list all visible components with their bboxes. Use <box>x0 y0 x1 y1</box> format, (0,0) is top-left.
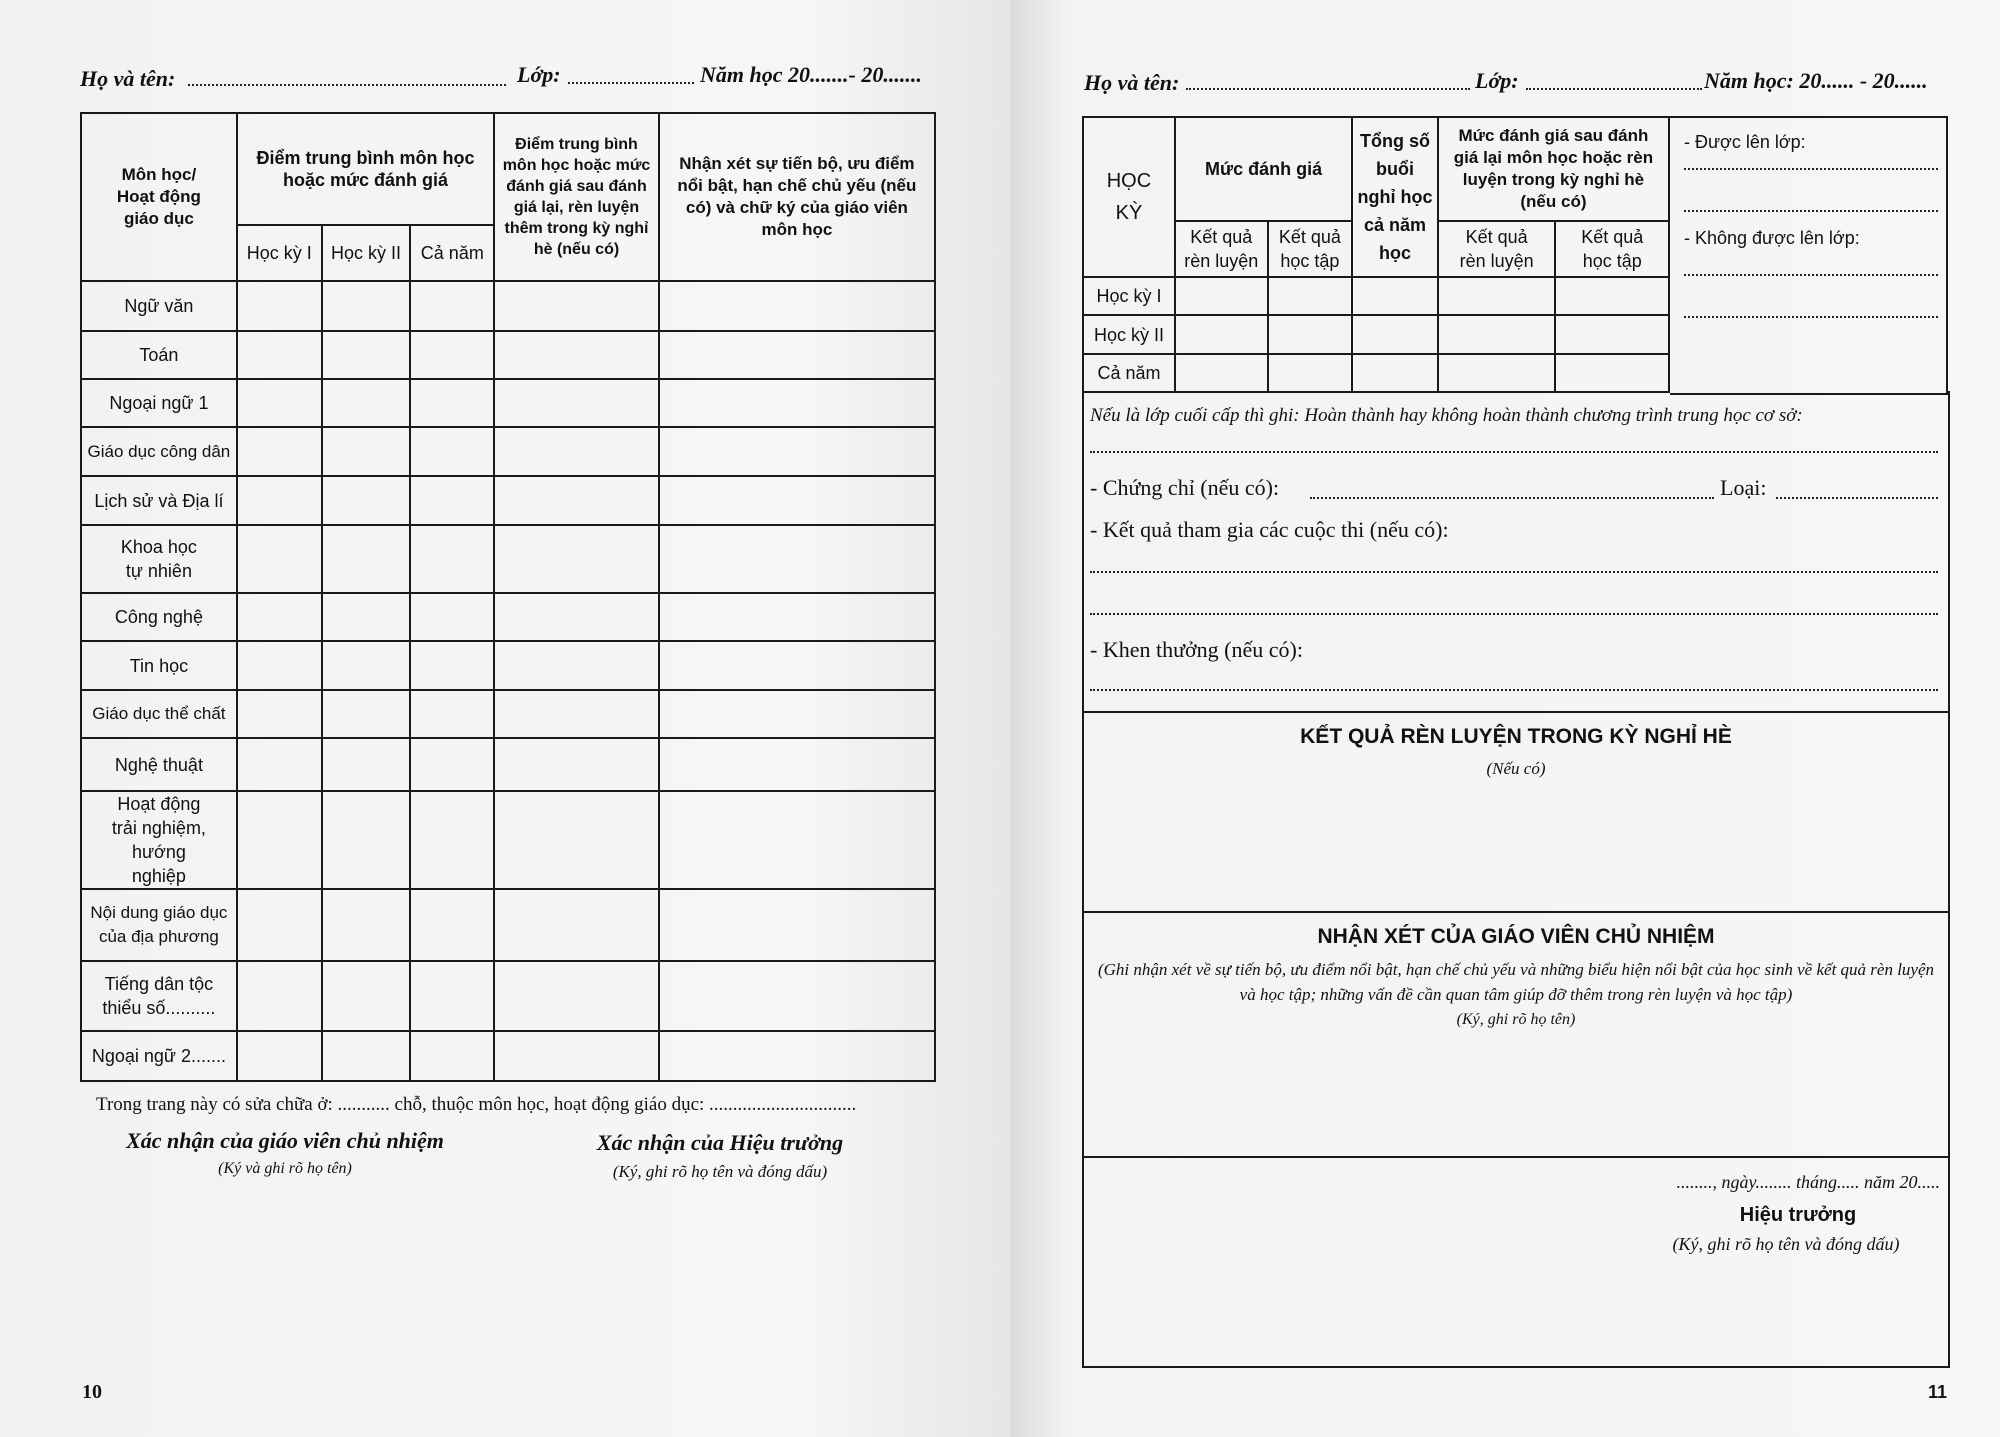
result-cell[interactable] <box>1555 277 1669 315</box>
subject-name: Tiếng dân tộc thiểu số.......... <box>81 961 237 1031</box>
promotion-box <box>1670 116 1948 395</box>
grade-cell[interactable] <box>322 427 411 476</box>
grade-cell[interactable] <box>322 1031 411 1081</box>
grade-cell[interactable] <box>237 525 322 593</box>
grade-cell[interactable] <box>322 738 411 791</box>
contest-label: - Kết quả tham gia các cuộc thi (nếu có): <box>1090 517 1449 542</box>
grade-cell[interactable] <box>322 281 411 331</box>
col-year-header: Cả năm <box>410 225 494 281</box>
grade-cell[interactable] <box>322 525 411 593</box>
col-hk2-header: Học kỳ II <box>322 225 411 281</box>
grade-cell[interactable] <box>237 791 322 889</box>
grade-cell[interactable] <box>237 1031 322 1081</box>
table-row <box>1083 277 1669 315</box>
promoted-field-2[interactable] <box>1684 210 1938 212</box>
grade-cell[interactable] <box>237 281 322 331</box>
principal-note: (Ký, ghi rõ họ tên và đóng dấu) <box>1672 1234 1900 1254</box>
comment-cell[interactable] <box>659 690 935 738</box>
right-page <box>1010 0 2000 1437</box>
result-cell[interactable] <box>1268 354 1353 392</box>
contest-field[interactable] <box>1090 571 1938 573</box>
grade-cell[interactable] <box>410 476 494 525</box>
grade-cell[interactable] <box>410 791 494 889</box>
name-label: Họ và tên: <box>80 66 176 91</box>
principal-signature-note: (Ký, ghi rõ họ tên và đóng dấu) <box>612 1162 828 1181</box>
retest-cell[interactable] <box>494 379 659 427</box>
comment-cell[interactable] <box>659 476 935 525</box>
retest-cell[interactable] <box>494 331 659 379</box>
table-row <box>81 791 935 889</box>
grade-cell[interactable] <box>322 476 411 525</box>
grade-cell[interactable] <box>322 331 411 379</box>
class-label: Lớp: <box>1475 68 1519 93</box>
comment-cell[interactable] <box>659 379 935 427</box>
class-label: Lớp: <box>517 62 561 87</box>
subject-name: Giáo dục công dân <box>81 427 237 476</box>
col-average-header: Điểm trung bình môn học hoặc mức đánh giá <box>237 113 494 225</box>
grade-cell[interactable] <box>322 690 411 738</box>
retest-cell[interactable] <box>494 476 659 525</box>
grade-cell[interactable] <box>322 641 411 690</box>
comment-cell[interactable] <box>659 281 935 331</box>
retest-cell[interactable] <box>494 690 659 738</box>
comment-cell[interactable] <box>659 525 935 593</box>
grade-cell[interactable] <box>237 690 322 738</box>
table-row <box>81 738 935 791</box>
subject-name: Nghệ thuật <box>81 738 237 791</box>
col-training-header: Kết quả rèn luyện <box>1175 221 1268 277</box>
col-absent-header: Tổng số buổi nghỉ học cả năm học <box>1352 117 1438 277</box>
subject-name: Tin học <box>81 641 237 690</box>
retest-cell[interactable] <box>494 738 659 791</box>
contest-field-2[interactable] <box>1090 613 1938 615</box>
comment-cell[interactable] <box>659 738 935 791</box>
col-term-header: HỌC KỲ <box>1083 117 1175 277</box>
grade-cell[interactable] <box>237 889 322 961</box>
not-promoted-field-2[interactable] <box>1684 316 1938 318</box>
teacher-signature-title: Xác nhận của giáo viên chủ nhiệm <box>126 1128 444 1153</box>
table-row <box>1083 315 1669 354</box>
table-row <box>81 641 935 690</box>
promoted-field[interactable] <box>1684 168 1938 170</box>
col-after-header: Mức đánh giá sau đánh giá lại môn học hoặc rèn luyện trong kỳ nghỉ hè (nếu có) <box>1438 117 1669 221</box>
result-cell[interactable] <box>1175 315 1268 354</box>
table-row <box>81 427 935 476</box>
table-row <box>81 690 935 738</box>
principal-signature-block <box>560 1130 880 1182</box>
grade-cell[interactable] <box>237 379 322 427</box>
homeroom-section <box>1082 911 1950 1158</box>
grade-cell[interactable] <box>410 690 494 738</box>
grade-cell[interactable] <box>410 525 494 593</box>
col-subject-header: Môn học/ Hoạt động giáo dục <box>81 113 237 281</box>
subject-name: Lịch sử và Địa lí <box>81 476 237 525</box>
subject-name: Nội dung giáo dục của địa phương <box>81 889 237 961</box>
comment-cell[interactable] <box>659 331 935 379</box>
grade-cell[interactable] <box>237 427 322 476</box>
col-after-training-header: Kết quả rèn luyện <box>1438 221 1556 277</box>
comment-cell[interactable] <box>659 641 935 690</box>
result-cell[interactable] <box>1438 277 1556 315</box>
certificate-field[interactable] <box>1310 497 1714 499</box>
grade-cell[interactable] <box>237 641 322 690</box>
page-number: 11 <box>1928 1382 1948 1402</box>
name-field[interactable] <box>1186 88 1470 90</box>
not-promoted-field[interactable] <box>1684 274 1938 276</box>
retest-cell[interactable] <box>494 641 659 690</box>
table-row <box>81 1031 935 1081</box>
comment-cell[interactable] <box>659 593 935 641</box>
subject-name: Ngữ văn <box>81 281 237 331</box>
school-year-label: Năm học: 20...... - 20...... <box>1704 68 1928 93</box>
grade-cell[interactable] <box>410 281 494 331</box>
comment-cell[interactable] <box>659 889 935 961</box>
result-cell[interactable] <box>1175 354 1268 392</box>
result-cell[interactable] <box>1175 277 1268 315</box>
comment-cell[interactable] <box>659 427 935 476</box>
result-cell[interactable] <box>1555 354 1669 392</box>
principal-section <box>1082 1156 1950 1368</box>
award-label: - Khen thưởng (nếu có): <box>1090 637 1303 662</box>
grade-cell[interactable] <box>237 961 322 1031</box>
final-grade-note: Nếu là lớp cuối cấp thì ghi: Hoàn thành hay không hoàn thành chương trình trung học cơ sở: <box>1090 405 1803 426</box>
subject-name: Công nghệ <box>81 593 237 641</box>
retest-cell[interactable] <box>494 281 659 331</box>
grade-cell[interactable] <box>410 641 494 690</box>
col-level-header: Mức đánh giá <box>1175 117 1352 221</box>
retest-cell[interactable] <box>494 1031 659 1081</box>
promoted-label: - Được lên lớp: <box>1684 132 1806 152</box>
grade-cell[interactable] <box>410 961 494 1031</box>
grade-cell[interactable] <box>410 889 494 961</box>
subject-name: Giáo dục thể chất <box>81 690 237 738</box>
extra-info-section <box>1082 391 1950 713</box>
comment-cell[interactable] <box>659 791 935 889</box>
retest-cell[interactable] <box>494 525 659 593</box>
result-cell[interactable] <box>1268 277 1353 315</box>
certificate-label: - Chứng chỉ (nếu có): <box>1090 475 1280 500</box>
retest-cell[interactable] <box>494 791 659 889</box>
col-retest-header: Điểm trung bình môn học hoặc mức đánh giá sau đánh giá lại, rèn luyện thêm trong kỳ nghỉ hè (nếu có) <box>494 113 659 281</box>
table-row <box>81 961 935 1031</box>
class-field[interactable] <box>568 82 694 84</box>
table-row <box>81 281 935 331</box>
subject-name: Khoa học tự nhiên <box>81 525 237 593</box>
class-field[interactable] <box>1526 88 1702 90</box>
result-cell[interactable] <box>1438 315 1556 354</box>
grade-cell[interactable] <box>322 961 411 1031</box>
grade-cell[interactable] <box>410 1031 494 1081</box>
date-line: ........, ngày........ tháng..... năm 20..... <box>1676 1172 1940 1192</box>
comment-cell[interactable] <box>659 961 935 1031</box>
homeroom-sign-note: (Ký, ghi rõ họ tên) <box>1456 1011 1576 1028</box>
grade-cell[interactable] <box>237 738 322 791</box>
col-hk1-header: Học kỳ I <box>237 225 322 281</box>
homeroom-note: (Ghi nhận xét về sự tiến bộ, ưu điểm nổi bật, hạn chế chủ yếu và những biểu hiện nổi bật của học sinh về kết quả rèn luyện và học tập; những vấn đề cần quan tâm giúp đỡ thêm trong rèn luyện và học tập) <box>1097 960 1935 1004</box>
principal-title: Hiệu trưởng <box>1739 1204 1857 1226</box>
grade-cell[interactable] <box>410 331 494 379</box>
result-cell[interactable] <box>1438 354 1556 392</box>
not-promoted-label: - Không được lên lớp: <box>1684 228 1860 248</box>
grade-cell[interactable] <box>237 331 322 379</box>
result-cell[interactable] <box>1268 315 1353 354</box>
certificate-type-label: Loại: <box>1720 475 1767 500</box>
retest-cell[interactable] <box>494 961 659 1031</box>
table-row <box>81 889 935 961</box>
grade-cell[interactable] <box>322 791 411 889</box>
name-field[interactable] <box>188 84 506 86</box>
term-name: Học kỳ II <box>1083 315 1175 354</box>
page-number: 10 <box>82 1381 102 1403</box>
summer-title: KẾT QUẢ RÈN LUYỆN TRONG KỲ NGHỈ HÈ <box>1300 725 1732 748</box>
table-row <box>81 593 935 641</box>
summer-note: (Nếu có) <box>1486 759 1546 778</box>
grade-cell[interactable] <box>410 379 494 427</box>
subject-name: Ngoại ngữ 1 <box>81 379 237 427</box>
final-grade-field[interactable] <box>1090 451 1938 453</box>
principal-signature-title: Xác nhận của Hiệu trưởng <box>596 1130 844 1155</box>
school-year-label: Năm học 20.......- 20....... <box>700 62 922 87</box>
name-label: Họ và tên: <box>1084 70 1180 95</box>
term-name: Cả năm <box>1083 354 1175 392</box>
grade-cell[interactable] <box>322 379 411 427</box>
table-row <box>1083 354 1669 392</box>
subject-name: Toán <box>81 331 237 379</box>
result-cell[interactable] <box>1555 315 1669 354</box>
retest-cell[interactable] <box>494 889 659 961</box>
award-field[interactable] <box>1090 689 1938 691</box>
summer-section <box>1082 711 1950 913</box>
col-comment-header: Nhận xét sự tiến bộ, ưu điểm nổi bật, hạn chế chủ yếu (nếu có) và chữ ký của giáo viên môn học <box>659 113 935 281</box>
teacher-signature-note: (Ký và ghi rõ họ tên) <box>218 1160 352 1177</box>
table-row <box>81 379 935 427</box>
certificate-type-field[interactable] <box>1776 497 1938 499</box>
result-cell[interactable] <box>1352 354 1438 392</box>
result-cell[interactable] <box>1352 315 1438 354</box>
retest-cell[interactable] <box>494 427 659 476</box>
grade-cell[interactable] <box>322 593 411 641</box>
result-cell[interactable] <box>1352 277 1438 315</box>
grade-cell[interactable] <box>410 427 494 476</box>
col-study-header: Kết quả học tập <box>1268 221 1353 277</box>
correction-note: Trong trang này có sửa chữa ở: ........... chỗ, thuộc môn học, hoạt động giáo dục: ............................... <box>96 1094 857 1115</box>
grade-cell[interactable] <box>237 476 322 525</box>
grade-cell[interactable] <box>410 738 494 791</box>
col-after-study-header: Kết quả học tập <box>1555 221 1669 277</box>
homeroom-title: NHẬN XÉT CỦA GIÁO VIÊN CHỦ NHIỆM <box>1317 925 1715 948</box>
teacher-signature-block <box>110 1128 460 1178</box>
grade-cell[interactable] <box>322 889 411 961</box>
term-name: Học kỳ I <box>1083 277 1175 315</box>
retest-cell[interactable] <box>494 593 659 641</box>
grade-cell[interactable] <box>410 593 494 641</box>
table-row <box>81 525 935 593</box>
subject-name: Ngoại ngữ 2....... <box>81 1031 237 1081</box>
grade-table <box>80 112 936 1082</box>
table-row <box>81 331 935 379</box>
table-row <box>81 476 935 525</box>
comment-cell[interactable] <box>659 1031 935 1081</box>
summary-table <box>1082 116 1670 393</box>
subject-name: Hoạt động trải nghiệm, hướng nghiệp <box>81 791 237 889</box>
grade-cell[interactable] <box>237 593 322 641</box>
